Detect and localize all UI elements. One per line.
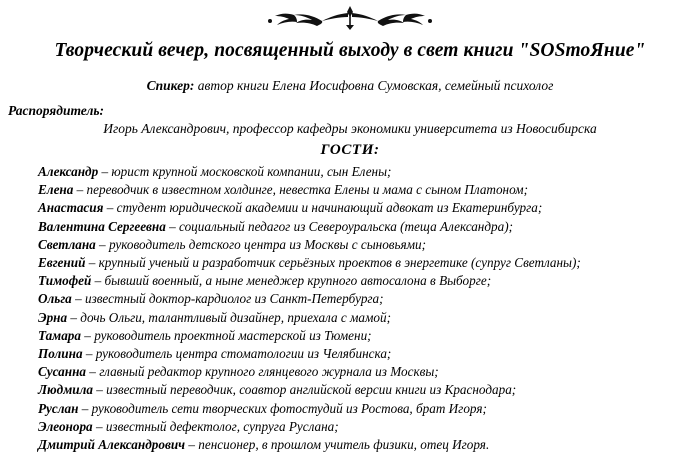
list-item — [38, 309, 674, 327]
guest-desc: – руководитель центра стоматологии из Челябинска; — [82, 346, 392, 362]
guest-desc: – известный переводчик, соавтор английской версии книги из Краснодара; — [92, 382, 517, 398]
list-item — [38, 272, 674, 290]
list-item — [38, 218, 674, 236]
list-item — [38, 327, 674, 345]
guest-name: Полина — [38, 346, 83, 362]
list-item — [38, 254, 674, 272]
guest-desc: – известный дефектолог, супруга Руслана; — [92, 418, 339, 434]
guest-desc: – студент юридической академии и начинающий адвокат из Екатеринбурга; — [103, 200, 543, 216]
list-item — [38, 181, 674, 199]
guest-name: Елена — [38, 182, 74, 198]
list-item — [38, 418, 674, 436]
guest-name: Александр — [38, 164, 99, 179]
list-item — [38, 199, 674, 217]
guest-name: Сусанна — [38, 364, 86, 380]
guest-desc: – социальный педагог из Североуральска (теща Александра); — [165, 218, 513, 234]
guest-name: Ольга — [38, 291, 72, 307]
list-item — [38, 363, 674, 381]
guest-name: Светлана — [38, 236, 96, 252]
speaker-line — [8, 78, 692, 94]
guest-list — [8, 163, 692, 454]
guest-name: Людмила — [38, 382, 93, 398]
guest-desc: – юрист крупной московской компании, сын Елены; — [98, 164, 392, 179]
guest-name: Валентина Сергеевна — [38, 218, 166, 234]
guest-desc: – известный доктор-кардиолог из Санкт-Петербурга; — [71, 291, 384, 307]
guest-name: Тимофей — [38, 273, 92, 289]
guest-desc: – пенсионер, в прошлом учитель физики, отец Игоря. — [185, 437, 490, 453]
list-item — [38, 436, 674, 454]
guest-desc: – переводчик в известном холдинге, невестка Елены и мама с сыном Платоном; — [73, 182, 528, 198]
list-item — [38, 290, 674, 308]
guest-desc: – руководитель детского центра из Москвы с сыновьями; — [95, 236, 427, 252]
host-label: Распорядитель: — [8, 103, 105, 118]
guest-desc: – руководитель сети творческих фотостудий из Ростова, брат Игоря; — [78, 400, 487, 416]
guest-desc: – дочь Ольги, талантливый дизайнер, приехала с мамой; — [67, 309, 392, 325]
guests-heading: ГОСТИ: — [320, 142, 380, 158]
guest-desc: – бывший военный, а ныне менеджер крупного автосалона в Выборге; — [91, 273, 492, 289]
list-item — [38, 163, 674, 181]
page-title: Творческий вечер, посвященный выходу в свет книги "SOSтоЯние" — [54, 40, 646, 61]
document-page — [0, 2, 700, 474]
guest-name: Тамара — [38, 327, 81, 343]
speaker-label: Спикер: — [146, 78, 195, 93]
guest-name: Элеонора — [38, 418, 93, 434]
guest-desc: – руководитель проектной мастерской из Тюмени; — [81, 327, 372, 343]
guest-name: Евгений — [38, 255, 86, 271]
list-item — [38, 345, 674, 363]
guest-desc: – крупный ученый и разработчик серьёзных проектов в энергетике (супруг Светланы); — [85, 255, 581, 271]
guest-desc: – главный редактор крупного глянцевого журнала из Москвы; — [86, 364, 439, 380]
list-item — [38, 381, 674, 399]
decorative-flourish-icon — [8, 2, 692, 36]
host-name: Игорь Александрович, профессор кафедры экономики университета из Новосибирска — [103, 121, 597, 136]
speaker-text: автор книги Елена Иосифовна Сумовская, семейный психолог — [194, 78, 554, 93]
guest-name: Дмитрий Александрович — [38, 437, 186, 453]
list-item — [38, 236, 674, 254]
guest-name: Руслан — [38, 400, 79, 416]
guest-name: Эрна — [38, 309, 68, 325]
guest-name: Анастасия — [38, 200, 104, 216]
list-item — [38, 400, 674, 418]
